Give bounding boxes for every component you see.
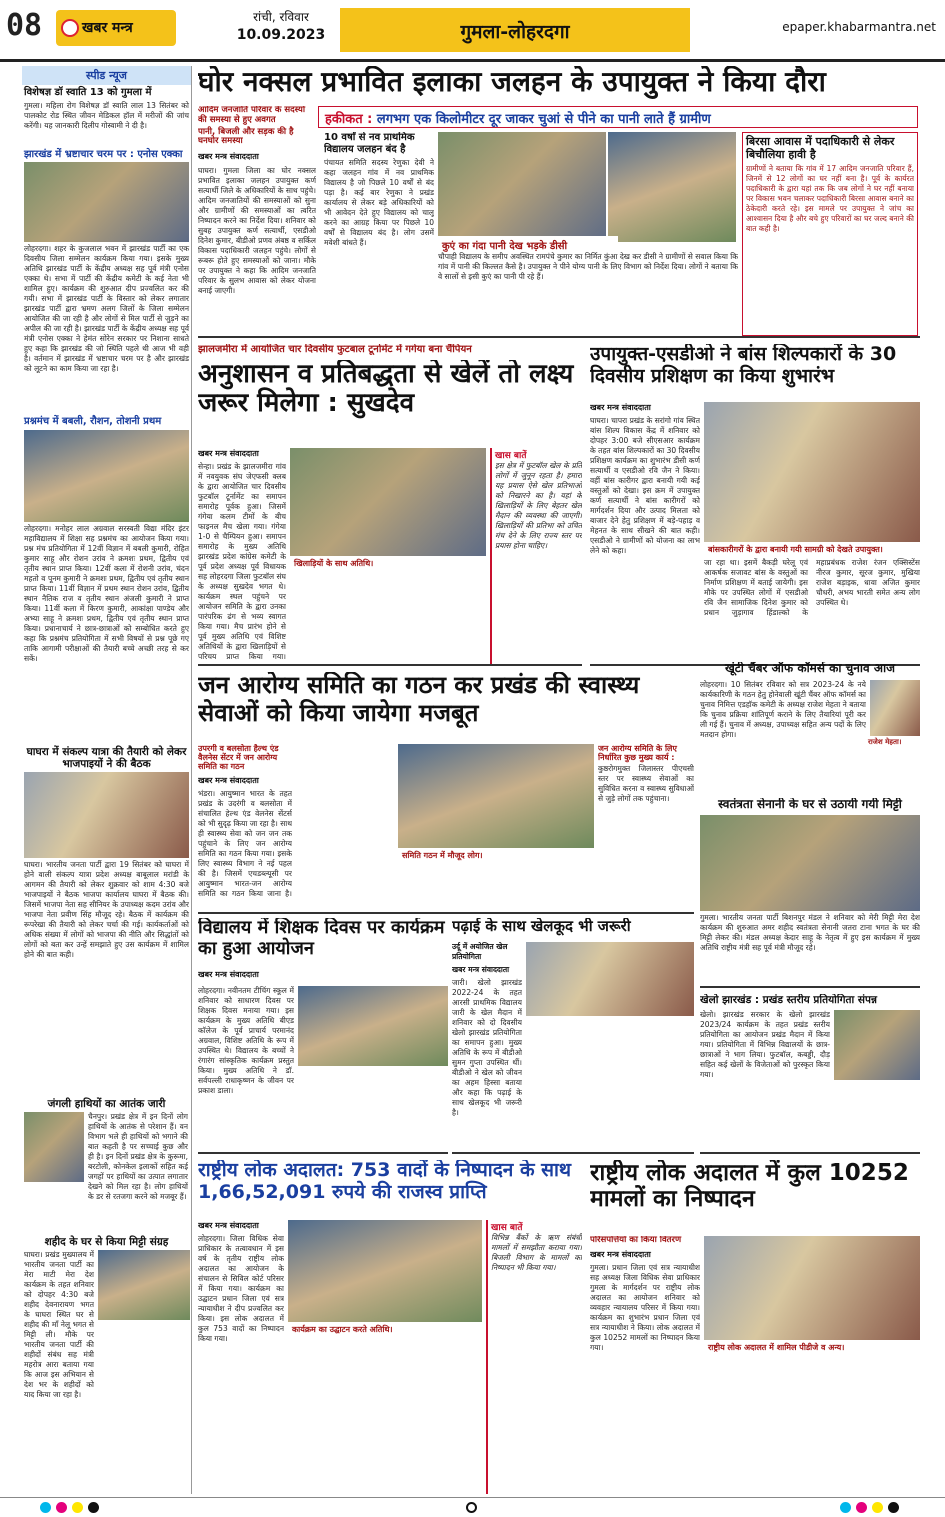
n5-photo xyxy=(24,1112,84,1182)
arogya-byline: खबर मन्त्र संवाददाता xyxy=(198,775,259,785)
arogya-story xyxy=(198,672,694,914)
dateline xyxy=(226,8,336,54)
lead-byline: खबर मन्त्र संवाददाता xyxy=(198,152,259,162)
martyr-photo xyxy=(700,815,920,911)
lokadalat2-byline: खबर मन्त्र संवाददाता xyxy=(590,1249,651,1259)
khelo-photo xyxy=(834,1010,920,1080)
n4-headline: घाघरा में संकल्प यात्रा की तैयारी को लेकर भाजपाइयों ने की बैठक xyxy=(26,745,187,770)
teachers-photo xyxy=(298,986,448,1066)
khunti-text: लोहरदगा। 10 सितंबर रविवार को सत्र 2023-24 के नये कार्यकारिणी के गठन हेतु होनेवाली खूंटी चैंबर ऑफ कॉमर्स का चुनाव निमित्त एडहॉक कमेटी के अध्यक्ष राजेश मेहता ने बताया कि चुनाव प्रक्रिया शांतिपूर्ण कराने के लिए तैयारियां पूरी कर ली गई हैं। चुनाव में अध्यक्ष, उपाध्यक्ष सहित अन्य पदों के लिए मतदान होगा। xyxy=(700,680,866,739)
sports-text: जारी। खेलो झारखंड 2022-24 के तहत आरसी प्राथमिक विद्यालय जारी के खेल मैदान में शनिवार को दो दिवसीय खेलो झारखंड प्रतियोगिता का समापन हुआ। मुख्य अतिथि के रूप में बीडीओ सुमन गुप्ता उपस्थित थीं। बीडीओ ने खेल को जीवन का अहम हिस्सा बताया और कहा कि पढ़ाई के साथ खेलकूद भी जरूरी है। xyxy=(452,978,522,1117)
football-quote-text: इस क्षेत्र में फुटबॉल खेल के प्रति लोगों में जुनून रहता है। हमारा यह प्रयास ऐसे खेल प्रतिभाओं को निखारने का है। यहां के खिलाड़ियों के लिए बेहतर खेल मैदान की व्यवस्था की जाएगी। खिलाड़ियों की प्रतिभा को उचित मंच देने के लिए राज्य स्तर पर प्रयास होना चाहिए। xyxy=(495,461,582,550)
arogya-text: भंडरा। आयुष्मान भारत के तहत प्रखंड के उदरंगी व बलसोता में संचालित हेल्थ एंड वेलनेस सेंटर्स को भी सुदृढ़ किया जा रहा है। साथ ही स्वास्थ्य सेवा को जन जन तक पहुंचाने के लिए जन आरोग्य समिति का गठन किया गया। इसके लिए स्वास्थ्य विभाग ने नई पहल की है। जिसमें एचडब्ल्यूसी पर आयुष्मान भारत-जन आरोग्य समिति का गठन किया जाना है। xyxy=(198,788,292,898)
sports-byline: खबर मन्त्र संवाददाता xyxy=(452,965,510,974)
khunti-story xyxy=(700,662,920,792)
n5-text: चैनपुर। प्रखंड क्षेत्र में इन दिनों लोग हाथियों के आतंक से परेशान हैं। वन विभाग भले ही हाथियों को भगाने की बात कहती है पर सच्चाई कुछ और ही है। इन दिनों प्रखंड क्षेत्र के कुरूमा, बरटोली, कोनकेल इलाकों सहित कई जगहों पर हाथियों का उत्पात लगातार देखने को मिल रहा है। लोग हाथियों के डर से रतजगा करने को मजबूर हैं। xyxy=(88,1111,188,1201)
n3-text: लोहरदगा। मनोहर लाल अग्रवाल सरस्वती विद्या मंदिर इंटर महाविद्यालय में शिक्षा सह प्रश्नमंच का आयोजन किया गया। प्रश्न मंच प्रतियोगिता में 12वीं विज्ञान में बबली कुमारी, रोहित कुमार साहू और रोशन उरांव ने क्रमशः प्रथम, द्वितीय एवं तृतीय स्थान प्राप्त किया। 12वीं कला में रोशनी उरांव, चंदन महतो व पूनम कुमारी ने क्रमशः प्रथम, द्वितीय एवं तृतीय स्थान प्राप्त किया। 11वीं विज्ञान में प्रथम स्थान रोशन उरांव, द्वितीय स्थान नैतिक राज व तृतीय स्थान अंजली कुमारी ने प्राप्त किया। 11वीं कला में किरण कुमारी, आकांक्षा पाण्डेय और अभ्या साहू ने क्रमशः प्रथम, द्वितीय एवं तृतीय स्थान प्राप्त किया। प्रधानाचार्य ने छात्र-छात्राओं को सम्बोधित करते हुए कहा कि प्रश्नमंच प्रतियोगिता में सभी विषयों से प्रश्न पूछे गए ताकि आगामी परीक्षाओं की तैयारी बच्चे अच्छी तरह से कर सकें। xyxy=(24,523,189,663)
lokadalat1-byline: खबर मन्त्र संवाददाता xyxy=(198,1221,259,1230)
registration-dot-icon xyxy=(840,1502,851,1513)
arogya-photo xyxy=(398,744,594,848)
lokadalat1-quote-label: खास बातें xyxy=(491,1223,523,1233)
lokadalat1-headline: राष्ट्रीय लोक अदालत: 753 वादों के निष्पादन के साथ 1,66,52,091 रुपये की राजस्व प्राप्ति xyxy=(198,1160,572,1203)
lokadalat1-photo xyxy=(288,1220,482,1324)
martyr-story xyxy=(700,798,920,988)
reality-text: लगभग एक किलोमीटर दूर जाकर चुआं से पीने का पानी लाते हैं ग्रामीण xyxy=(376,112,711,127)
football-quote xyxy=(490,448,582,666)
martyr-text: गुमला। भारतीय जनता पार्टी बिशनपुर मंडल ने शनिवार को मेरी मिट्टी मेरा देश कार्यक्रम की शुरुआत अमर शहीद स्वतंत्रता सेनानी जतरा टाना भगत के घर की मिट्टी लेकर की। मंडल अध्यक्ष केदार साहू के नेतृत्व में हुए इस कार्यक्रम में मुख्य अतिथि राष्ट्रीय मंत्री सह पूर्व मंत्री मौजूद रहे। xyxy=(700,912,920,952)
sports-bullet: उर्दू में अयोजित खेल प्रतियोगिता xyxy=(452,942,508,961)
n4-text: घाघरा। भारतीय जनता पार्टी द्वारा 19 सितंबर को घाघरा में होने वाली संकल्प यात्रा प्रदेश अध्यक्ष बाबूलाल मरांडी के आगमन की तैयारी को लेकर शुक्रवार को शाम 4:30 बजे भाजपाइयों ने बैठक भाजपा कार्यालय घाघरा में बैठक की। जिसमें भाजपा नेता सह सीनियर के उपाध्यक्ष कदम उरांव और भाजपा नेता प्रवीण सिंह मौजूद रहे। बैठक में कार्यक्रम की रूपरेखा की तैयारी को लेकर चर्चा की गई। कार्यकर्ताओं को अधिक संख्या में लोगों को भाजपा की नीति और सिद्धांतों को लोगों को बता कर उन्हें समझाते हुए उस कार्यक्रम में शामिल होने की बात कही। xyxy=(24,859,189,959)
registration-dot-icon xyxy=(856,1502,867,1513)
lead-text: घाघरा। गुमला जिला का घोर नक्सल प्रभावित इलाका जलहन उपायुक्त कर्ण सत्यार्थी जिले के अधिकारियों के साथ पहुंचे। आदिम जनजातियों की समस्याओं को सुना और ग्रामीणों की समस्याओं का त्वरित निष्पादन करने का निर्देश दिया। शनिवार को सुबह उपायुक्त कर्ण सत्यार्थी, एसडीओ दिनेश कुमार, बीडीओ प्रणव अंबष्ठ व सर्किल विकास पदाधिकारी जलहन पहुंचे। लोगों से रूबरू होते हुए समस्याओं को जाना। मौके पर उपायुक्त ने कहा कि आदिम जनजाति परिवार के सुलभ आवास को लेकर योजना बनाई जाएगी। xyxy=(198,166,316,296)
bamboo-text-2: जा रहा था। इसमें बैकड़ी घरेलू एवं आकर्षक सजावट बांस के वस्तुओं का निर्माण प्रशिक्षण में बताई जायेगी। इस मौके पर उपस्थित लोगों में एसडीओ रवि जैन सामाजिक दिनेश कुमार को प्रधान जुड़ागाव हिंडाल्को के महाप्रबंधक राजेश रंजन एक्सिस्टेंस नीरज कुमार, सूरज कुमार, मुखिया राजेश बड़ाइक, धावा अजित कुमार चौधरी, अभय भारती समेत अन्य लोग उपस्थित थे। xyxy=(704,558,920,617)
lokadalat1-story xyxy=(198,1160,582,1494)
lokadalat2-photo xyxy=(704,1236,920,1340)
n6-block xyxy=(22,1250,191,1410)
arogya-side-label: जन आरोग्य समिति के लिए निर्धारित कुछ मुख्य कार्य : xyxy=(598,744,677,763)
speed-news-label: स्पीड न्यूज xyxy=(22,66,191,85)
lokadalat2-story xyxy=(590,1160,920,1494)
lead-main-text xyxy=(198,106,316,336)
lead-side-block xyxy=(742,132,918,336)
bamboo-byline: खबर मन्त्र संवाददाता xyxy=(590,403,651,412)
lokadalat1-quote-text: विभिन्न बैंकों के ऋण संबंधी मामलों में समझौता कराया गया। बिजली विभाग के मामलों का निष्पादन भी किया गया। xyxy=(491,1233,582,1272)
lokadalat2-lead xyxy=(590,1236,700,1494)
football-byline: खबर मन्त्र संवाददाता xyxy=(198,449,259,458)
lead-photo-caption: कुएं का गंदा पानी देख भड़के डीसी xyxy=(438,236,618,254)
lokadalat1-photo-caption: कार्यक्रम का उद्घाटन करते अतिथि। xyxy=(288,1322,482,1337)
teachers-text: लोहरदगा। नवीनतम टीचिंग स्कूल में शनिवार को साधारण दिवस पर शिक्षक दिवस मनाया गया। इस कार्यक्रम के मुख्य अतिथि बीएड कॉलेज के पूर्व प्राचार्य परमानंद अग्रवाल, विशिष्ट अतिथि के रूप में उपस्थित थे। विद्यालय के बच्चों ने रंगारंग सांस्कृतिक कार्यक्रम प्रस्तुत किया। मुख्य अतिथि ने डॉ. सर्वपल्ली राधाकृष्णन के जीवन पर प्रकाश डाला। xyxy=(198,986,294,1095)
brand-name: खबर मन्त्र xyxy=(82,20,133,36)
bamboo-photo xyxy=(704,402,920,542)
lokadalat2-bullet: परिसंपत्तियों का किया वितरण xyxy=(590,1236,682,1245)
khunti-photo-caption: राजेश मेहता। xyxy=(864,736,920,749)
lead-sub-text: पंचायत समिति सदस्य रेणुका देवी ने कहा जलहन गांव में नव प्राथमिक विद्यालय है जो पिछले 10 वर्षों से बंद पड़ा है। कई बार रेणुका ने प्रखंड कार्यालय से लेकर बड़े अधिकारियों को भी आवेदन देते हुए विद्यालय को चालू करने का आग्रह किया पर पिछले 10 वर्षों से विद्यालय बंद है। लोग उसमें मवेशी बांधते हैं। xyxy=(324,158,434,247)
lokadalat2-photo-caption: राष्ट्रीय लोक अदालत में शामिल पीडीजे व अन्य। xyxy=(704,1340,920,1355)
lead-side-text: ग्रामीणों ने बताया कि गांव में 17 आदिम जनजाति परिवार हैं, जिनमें से 12 लोगों का घर नहीं बना है। पूर्व के कार्यरत पदाधिकारी के द्वारा यहां तक कि जब लोगों ने घर नहीं बनाया पर विकास भवन चलाकर पदाधिकारी बिरसा आवास बनाने का ठेकेदारी करते रहे। इस मामले पर उपायुक्त ने जांच का आश्वासन दिया है और बचे हुए परिवारों का घर जल्द बनाने की बात कही है। xyxy=(746,164,914,234)
khelo-text: खेलो। झारखंड सरकार के खेलो झारखंड 2023/24 कार्यक्रम के तहत प्रखंड स्तरीय प्रतियोगिता का आयोजन प्रखंड मैदान में किया गया। प्रतियोगिता में विभिन्न विद्यालयों के छात्र-छात्राओं ने भाग लिया। फुटबॉल, कबड्डी, दौड़ सहित कई खेलों के विजेताओं को पुरस्कृत किया गया। xyxy=(700,1010,830,1079)
lokadalat1-lead xyxy=(198,1220,284,1494)
brand-emblem-icon xyxy=(61,19,79,37)
football-text: सेन्हा। प्रखंड के झालजमीरा गांव में नवयुवक संघ जेएफसी क्लब के द्वारा आयोजित चार दिवसीय फुटबॉल टूर्नामेंट का समापन समारोह पूर्वक हुआ। जिसमें गंगेया कलम टीमों के बीच फाइनल मैच खेला गया। गंगेया 1-0 से चैम्पियन हुआ। समापन समारोह के मुख्य अतिथि झारखंड प्रदेश कांग्रेस कमेटी के पूर्व प्रदेश अध्यक्ष पूर्व विधायक सह लोहरदगा जिला फुटबॉल संघ के अध्यक्ष सुखदेव भगत थे। कार्यक्रम स्थल पहुंचने पर आयोजन समिति के द्वारा उनका पारंपरिक ढंग से भव्य स्वागत किया गया। मैच प्रारंभ होने से पूर्व मुख्य अतिथि एवं विशिष्ट अतिथियों के द्वारा खिलाड़ियों से परिचय प्राप्त किया गया। xyxy=(198,462,286,661)
date: 10.09.2023 xyxy=(236,27,326,43)
bamboo-story xyxy=(590,344,920,666)
khunti-headline: खूंटी चैंबर ऑफ कॉमर्स का चुनाव आज xyxy=(724,662,896,675)
khelo-story xyxy=(700,994,920,1154)
reality-bar xyxy=(318,106,918,128)
n2-photo xyxy=(24,162,189,242)
epaper-url[interactable]: epaper.khabarmantra.net xyxy=(782,20,936,34)
lead-headline: घोर नक्सल प्रभावित इलाका जलहन के उपायुक्त ने किया दौरा xyxy=(198,66,826,98)
football-kicker: झालजमीरा में आयोजित चार दिवसीय फुटबाल टूर्नामेंट में गगेया बना चैंपियन xyxy=(198,344,472,355)
registration-dot-icon xyxy=(56,1502,67,1513)
n6-photo xyxy=(98,1250,190,1320)
arogya-lead-text xyxy=(198,744,292,914)
teachers-byline: खबर मन्त्र संवाददाता xyxy=(198,970,259,979)
arogya-side-text: कुष्ठरोगमुक्त जिलास्तर पीएचसी स्तर पर स्वास्थ्य सेवाओं का सुविधित करना व स्वास्थ्य सुविधाओं से जुड़े लोगों तक पहुंचाना। xyxy=(598,764,694,804)
lead-sub-block xyxy=(324,132,434,336)
lead-photo-1 xyxy=(438,132,606,242)
registration-dot-icon xyxy=(888,1502,899,1513)
arogya-headline: जन आरोग्य समिति का गठन कर प्रखंड की स्वास्थ्य सेवाओं को किया जायेगा मजबूत xyxy=(198,672,640,727)
lokadalat2-text: गुमला। प्रधान जिला एवं सत्र न्यायाधीश सह अध्यक्ष जिला विधिक सेवा प्राधिकार गुमला के मार्गदर्शन पर राष्ट्रीय लोक अदालत का आयोजन शनिवार को व्यवहार न्यायालय परिसर में किया गया। कार्यक्रम का शुभारंभ प्रधान जिला एवं सत्र न्यायाधीश ने किया। लोक अदालत में कुल 10252 मामलों का निष्पादन किया गया। xyxy=(590,1262,700,1352)
lead-side-headline: बिरसा आवास में पदाधिकारी से लेकर बिचौलिया हावी है xyxy=(746,135,895,161)
lead-story xyxy=(198,66,920,338)
lead-caption-text: चौपाही विद्यालय के समीप अवस्थित रामपंचे कुमार का निर्मित कुंआ देख कर डीसी ने ग्रामीणों से सवाल किया कि गांव में पानी की किल्लत कैसे है। उपायुक्त ने पीने योग्य पानी के लिए विभाग को निर्देश दिया। लोगों ने बताया कि वे सालों से इसी कुएं का पानी पी रहे हैं। xyxy=(438,252,738,281)
football-photo xyxy=(290,448,486,558)
n5-block xyxy=(22,1112,191,1232)
masthead xyxy=(0,0,945,62)
football-quote-label: खास बातें xyxy=(495,451,527,461)
lokadalat1-quote xyxy=(486,1220,582,1494)
arogya-photo-caption: समिति गठन में मौजूद लोग। xyxy=(398,848,594,863)
martyr-headline: स्वतंत्रता सेनानी के घर से उठायी गयी मिट्टी xyxy=(718,798,902,811)
place-day: रांची, रविवार xyxy=(253,10,309,24)
section-title: गुमला-लोहरदगा xyxy=(340,8,690,52)
teachers-story xyxy=(198,918,448,1154)
lead-bullet-2: पानी, बिजली और सड़क की है घनघोर समस्या xyxy=(198,126,294,147)
n2-text: लोहरदगा। शहर के कुजलाल भवन में झारखंड पार्टी का एक दिवसीय जिला सम्मेलन कार्यक्रम किया गया। इसके मुख्य अतिथि झारखंड पार्टी के केंद्रीय अध्यक्ष सह पूर्व मंत्री एनोस एक्का थे। सभा में पार्टी की केंद्रीय कमेटी के कई नेता भी शामिल हुए। कार्यक्रम की शुरुआत दीप प्रज्वलित कर की गयी। सभा में झारखंड पार्टी के विस्तार को लेकर लगातार झारखंड पार्टी द्वारा भ्रमण अलग जिलों के जिला सम्मेलन आयोजित की जा रही है और लोगों से मिल पार्टी से जुड़ने का अपील की जा रही है। झारखंड पार्टी के केंद्रीय अध्यक्ष सह पूर्व मंत्री एनोस एक्का ने हेमंत सोरेन सरकार पर निशाना साधते हुए कहा कि झारखंड की जो स्थिति पहले थी आज भी वही है। वर्तमान में झारखंड में भ्रष्टाचार चरम पर है और झारखंड को लूटने का काम किया जा रहा है। xyxy=(24,244,189,373)
registration-dot-icon xyxy=(872,1502,883,1513)
n6-text: घाघरा। प्रखंड मुख्यालय में भारतीय जनता पार्टी का मेरा माटी मेरा देश कार्यक्रम के तहत शनिवार को दोपहर 4:30 बजे शहीद देवनारायण भगत के घाघरा स्थित घर से शहीद की माँ नेलू भगत से मिट्टी ली। मौके पर भारतीय जनता पार्टी की शहीदों संबंध सह मंत्री महरोत्र आरा बताया गया कि आज इस अभियान से देश भर के शहीदों को याद किया जा रहा है। xyxy=(24,1249,94,1399)
lead-bullet-1: आदिम जनजाति परिवार के सदस्यों की समस्या से हुए अवगत xyxy=(198,106,306,125)
lokadalat2-headline: राष्ट्रीय लोक अदालत में कुल 10252 मामलों का निष्पादन xyxy=(590,1160,909,1213)
reality-label: हकीकत : xyxy=(325,112,373,127)
football-photo-caption: खिलाड़ियों के साथ अतिथि। xyxy=(290,556,486,571)
n2-headline: झारखंड में भ्रष्टाचार चरम पर : एनोस एक्का xyxy=(24,148,183,160)
sports-left xyxy=(452,942,522,1154)
bamboo-headline: उपायुक्त-एसडीओ ने बांस शिल्पकारों के 30 दिवसीय प्रशिक्षण का किया शुभारंभ xyxy=(590,344,897,387)
khelo-headline: खेलो झारखंड : प्रखंड स्तरीय प्रतियोगिता संपन्न xyxy=(700,994,877,1006)
lead-sub-headline: 10 वर्षों से नव प्राथमिक विद्यालय जलहन बंद है xyxy=(324,132,415,155)
n6-headline: शहीद के घर से किया मिट्टी संग्रह xyxy=(44,1235,169,1248)
arogya-side xyxy=(598,744,694,914)
registration-target-icon xyxy=(466,1502,477,1513)
football-lead-text xyxy=(198,448,286,666)
n1-headline: विशेषज्ञ डॉ स्वाति 13 को गुमला में xyxy=(24,87,152,98)
sports-story xyxy=(452,918,694,1154)
arogya-bullet-1: उपरगी व बलसोता हैल्थ एंड वैलनेस सेंटर में जन आरोग्य समिति का गठन xyxy=(198,744,279,772)
registration-dot-icon xyxy=(88,1502,99,1513)
registration-dot-icon xyxy=(40,1502,51,1513)
left-column xyxy=(22,66,192,1494)
n3-photo xyxy=(24,430,189,522)
lead-photo-2 xyxy=(608,132,736,242)
khunti-photo xyxy=(870,680,920,736)
n3-headline: प्रश्नमंच में बबली, रौशन, तोशनी प्रथम xyxy=(24,416,162,427)
sports-photo xyxy=(526,942,694,1016)
page-number: 08 xyxy=(6,8,43,43)
n4-photo xyxy=(24,772,189,858)
registration-dot-icon xyxy=(72,1502,83,1513)
n1-text: गुमला। महिला रोग विशेषज्ञ डॉ स्वाति लाल 13 सितंबर को पालकोट रोड स्थित जीवन मेडिकल हॉल में मरीजों की जांच करेंगी। यह जानकारी दिलीप गोस्वामी ने दी है। xyxy=(24,100,189,130)
football-story xyxy=(198,344,582,666)
bamboo-photo-caption: बांसकारीगरों के द्वारा बनायी गयी सामग्री को देखते उपायुक्त। xyxy=(704,542,920,557)
football-headline: अनुशासन व प्रतिबद्धता से खेलें तो लक्ष्य जरूर मिलेगा : सुखदेव xyxy=(198,359,574,419)
n5-headline: जंगली हाथियों का आतंक जारी xyxy=(47,1097,166,1110)
teachers-headline: विद्यालय में शिक्षक दिवस पर कार्यक्रम का हुआ आयोजन xyxy=(198,918,445,959)
bamboo-lead-text xyxy=(590,402,700,602)
bamboo-text: घाघरा। चापरा प्रखंड के सरांगो गांव स्थित बांस शिल्प विकास केंद्र में शनिवार को दोपहर 3:00 बजे सीएसआर कार्यक्रम के तहत बांस शिल्पकारों का 30 दिवसीय प्रशिक्षण कार्यक्रम का शुभारंभ डीसी कर्ण सत्यार्थी व एसडीओ रवि जैन ने किया। वहीं बांस कारीगर द्वारा बनायी गयी कई वस्तुओं को देखा। इस क्रम में उपायुक्त कर्ण सत्यार्थी ने बांस कारीगरों को मार्गदर्शन दिया और उत्पाद मिलता को बाजार देने हेतु प्रशिक्षण में बड़े-पहाड़ व मेहनत के साथ सीखने की बात कही। एसडीओ ने ग्रामीणों को योजना का लाभ लेने को कहा। xyxy=(590,416,700,555)
brand-logo xyxy=(56,10,176,46)
registration-bar xyxy=(0,1497,945,1517)
lokadalat1-text: लोहरदगा। जिला विधिक सेवा प्राधिकार के तत्वावधान में इस वर्ष के तृतीय राष्ट्रीय लोक अदालत का आयोजन के संचालन से सिविल कोर्ट परिसर में किया गया। कार्यक्रम का उद्घाटन प्रधान जिला एवं सत्र न्यायाधीश ने दीप प्रज्वलित कर किया। इस लोक अदालत में कुल 753 वादों का निष्पादन किया गया। xyxy=(198,1234,284,1343)
sports-headline: पढ़ाई के साथ खेलकूद भी जरूरी xyxy=(452,918,631,935)
